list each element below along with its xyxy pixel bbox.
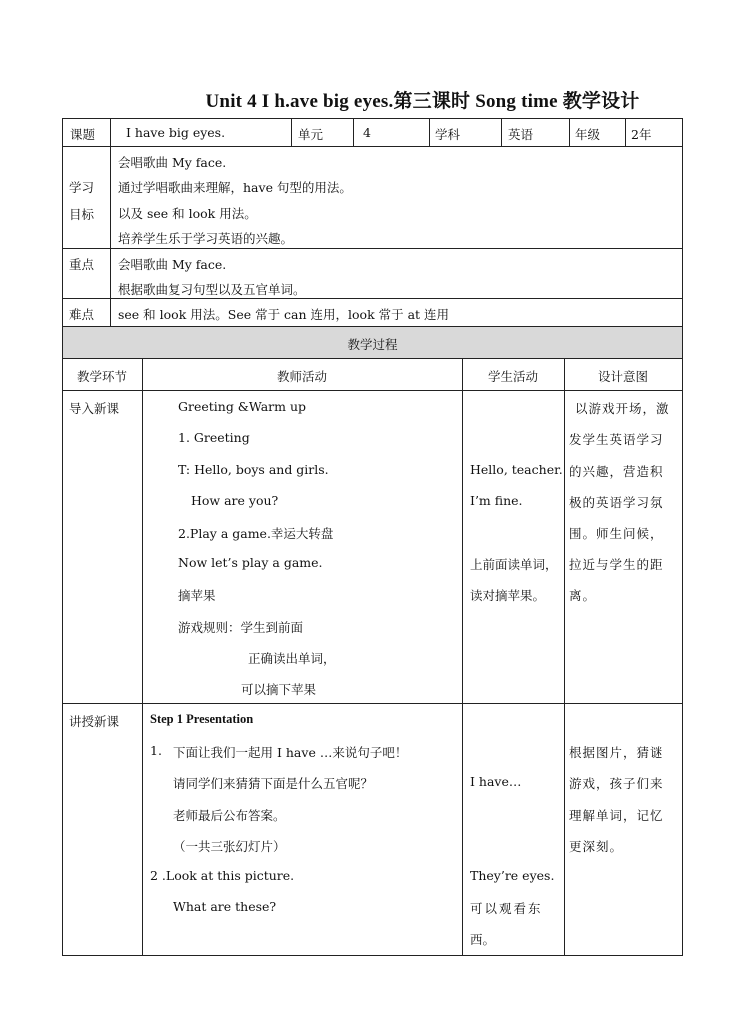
teacher-line: 1. Greeting [178,430,250,445]
teacher-line: 游戏规则：学生到前面 [178,620,304,635]
design-line: 极的英语学习氛 [569,495,664,510]
key-point-line: 会唱歌曲 My face. [118,257,227,272]
unit-value: 4 [363,125,371,140]
subject-label: 学科 [435,127,461,142]
teacher-line: 1. [150,743,162,758]
topic-label: 课题 [70,127,96,142]
teacher-line: 请同学们来猜猜下面是什么五官呢？ [173,776,374,791]
teacher-line: 下面让我们一起用 I have …来说句子吧！ [173,745,408,760]
student-line: I’m fine. [470,493,523,508]
student-line: I have… [470,774,522,789]
unit-label: 单元 [298,127,324,142]
grade-value: 2年 [631,127,652,142]
stage-intro: 导入新课 [69,401,120,416]
student-line: They’re eyes. [470,868,555,883]
design-line: 拉近与学生的距 [569,557,664,572]
objectives-label-2: 目标 [69,207,95,222]
design-line: 游戏，孩子们来 [569,776,664,791]
teacher-line: 老师最后公布答案。 [173,808,286,823]
teacher-line: 2 .Look at this picture. [150,868,295,883]
design-line: 根据图片，猜谜 [569,745,664,760]
lesson-plan-table [62,118,683,956]
objective-line: 通过学唱歌曲来理解，have 句型的用法。 [118,180,352,195]
teacher-line: Now let’s play a game. [178,555,323,570]
grade-label: 年级 [575,127,601,142]
column-header-teacher: 教师活动 [276,369,327,384]
process-header: 教学过程 [347,337,398,352]
column-header-design: 设计意图 [597,369,648,384]
design-line: 理解单词，记忆 [569,808,664,823]
objective-line: 培养学生乐于学习英语的兴趣。 [118,231,294,246]
design-line: 更深刻。 [569,839,624,854]
design-line: 发学生英语学习 [569,432,664,447]
student-line: Hello, teacher. [470,462,563,477]
teacher-line: How are you? [191,493,279,508]
teacher-line: 正确读出单词， [248,651,336,666]
teacher-line: Greeting &Warm up [178,399,306,414]
objective-line: 以及 see 和 look 用法。 [118,206,257,221]
difficulties-label: 难点 [69,307,95,322]
teacher-line: 摘苹果 [178,588,216,603]
objectives-label-1: 学习 [69,180,95,195]
teacher-step-title: Step 1 Presentation [150,712,254,726]
design-line: 的兴趣，营造积 [569,464,664,479]
student-line: 上前面读单词， [470,557,558,572]
column-header-student: 学生活动 [487,369,538,384]
teacher-line: What are these? [173,899,277,914]
column-header-stage: 教学环节 [76,369,127,384]
design-line: 以游戏开场，激 [575,401,670,416]
difficulties-text: see 和 look 用法。See 常于 can 连用，look 常于 at 连用 [118,307,450,322]
key-point-line: 根据歌曲复习句型以及五官单词。 [118,282,306,297]
objective-line: 会唱歌曲 My face. [118,155,227,170]
teacher-line: 2.Play a game.幸运大转盘 [178,526,334,541]
design-line: 围。师生问候， [569,526,664,541]
topic-value: I have big eyes. [126,125,226,140]
student-line: 可以观看东 [470,901,543,916]
key-points-label: 重点 [69,257,95,272]
page-title: Unit 4 I h.ave big eyes.第三课时 Song time 教学设计 [205,91,640,112]
teacher-line: （一共三张幻灯片） [173,839,286,854]
subject-value: 英语 [508,127,534,142]
design-line: 离。 [569,588,597,603]
teacher-line: T: Hello, boys and girls. [178,462,329,477]
student-line: 西。 [470,932,496,947]
stage-new-lesson: 讲授新课 [69,714,120,729]
teacher-line: 可以摘下苹果 [241,682,317,697]
student-line: 读对摘苹果。 [470,588,546,603]
